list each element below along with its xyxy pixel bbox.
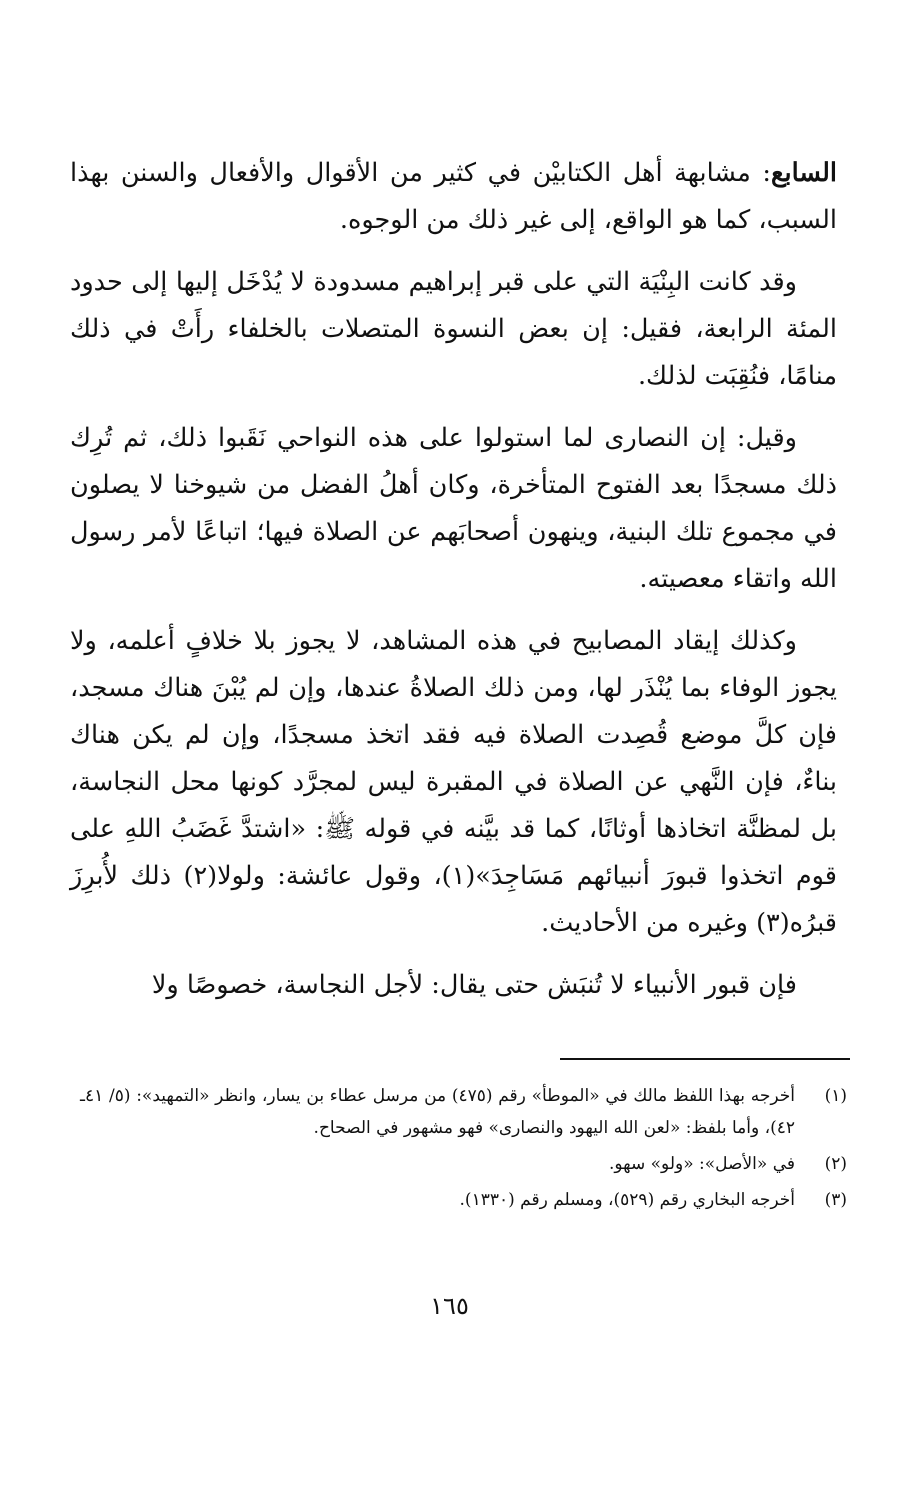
footnote <box>80 1184 847 1216</box>
paragraph-1 <box>70 150 837 244</box>
paragraph-2: وقد كانت البِنْيَة التي على قبر إبراهيم مسدودة لا يُدْخَل إليها إلى حدود المئة الرابعة، فقيل: إن بعض النسوة المتصلات بالخلفاء رأَتْ في ذلك منامًا، فنُقِبَت لذلك. <box>70 267 837 391</box>
footnote-text: في «الأصل»: «ولو» سهو. <box>608 1154 795 1174</box>
paragraph-3: وقيل: إن النصارى لما استولوا على هذه النواحي نَقَبوا ذلك، ثم تُرِك ذلك مسجدًا بعد الفتوح المتأخرة، وكان أهلُ الفضل من شيوخنا لا يصلون في مجموع تلك البنية، وينهون أصحابَهم عن الصلاة فيها؛ اتباعًا لأمر رسول الله واتقاء معصيته. <box>70 423 837 594</box>
footnotes <box>80 1080 847 1220</box>
footnote-number: (٢) <box>824 1154 847 1174</box>
footnote-number: (١) <box>824 1086 847 1106</box>
footnote-text: أخرجه البخاري رقم (٥٢٩)، ومسلم رقم (١٣٣٠). <box>459 1190 795 1210</box>
paragraph-1-lead: السابع <box>770 158 837 188</box>
paragraph-5: فإن قبور الأنبياء لا تُنبَش حتى يقال: لأجل النجاسة، خصوصًا ولا <box>151 970 797 1000</box>
footnote <box>80 1148 847 1180</box>
footnote-separator <box>560 1058 850 1060</box>
page-number: ١٦٥ <box>430 1292 469 1320</box>
paragraph-4: وكذلك إيقاد المصابيح في هذه المشاهد، لا يجوز بلا خلافٍ أعلمه، ولا يجوز الوفاء بما يُنْذَر لها، ومن ذلك الصلاةُ عندها، وإن لم يُبْنَ هناك مسجد، فإن كلَّ موضع قُصِدت الصلاة فيه فقد اتخذ مسجدًا، وإن لم يكن هناك بناءٌ، فإن النَّهي عن الصلاة في المقبرة ليس لمجرَّد كونها محل النجاسة، بل لمظنَّة اتخاذها أوثانًا، كما قد بيَّنه في قوله ﷺ: «اشتدَّ غَضَبُ اللهِ على قوم اتخذوا قبورَ أنبيائهم مَسَاجِدَ»(١)، وقول عائشة: ولولا(٢) ذلك لأُبرِزَ قبرُه(٣) وغيره من الأحاديث. <box>70 626 837 938</box>
footnote-number: (٣) <box>824 1190 847 1210</box>
footnote <box>80 1080 847 1144</box>
main-text-block <box>70 150 837 1024</box>
paragraph-1-text: : مشابهة أهل الكتابيْن في كثير من الأقوال والأفعال والسنن بهذا السبب، كما هو الواقع، إلى غير ذلك من الوجوه. <box>70 158 837 235</box>
footnote-text: أخرجه بهذا اللفظ مالك في «الموطأ» رقم (٤٧٥) من مرسل عطاء بن يسار، وانظر «التمهيد»: (٥/ ٤١ـ ٤٢)، وأما بلفظ: «لعن الله اليهود والنصارى» فهو مشهور في الصحاح. <box>80 1086 795 1138</box>
